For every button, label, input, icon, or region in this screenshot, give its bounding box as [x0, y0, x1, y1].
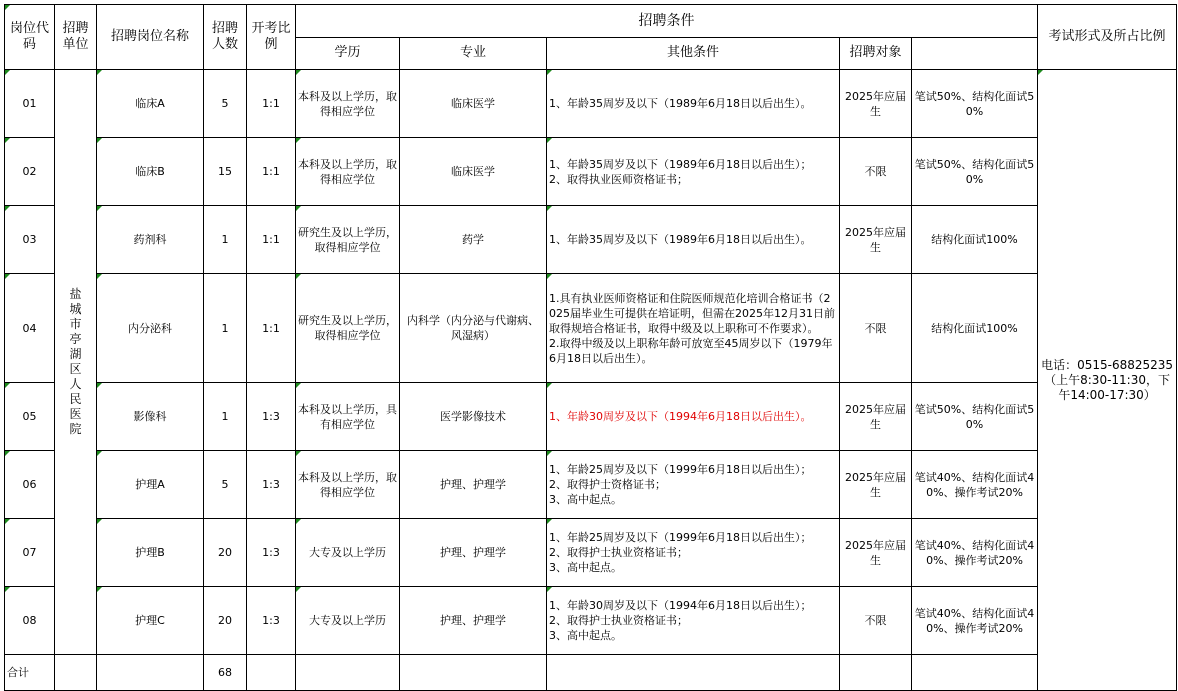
- condition-line: 1.具有执业医师资格证和住院医师规范化培训合格证书（2025届毕业生可提供在培证明，但需在2025年12月31日前取得规培合格证书，取得中级及以上职称可不作要求）。: [549, 291, 835, 335]
- empty-cell: [912, 655, 1038, 691]
- post-code: 03: [5, 206, 55, 274]
- other-conditions: [547, 138, 840, 206]
- other-conditions: [547, 70, 840, 138]
- empty-cell: [547, 655, 840, 691]
- post-code: 08: [5, 587, 55, 655]
- header-major: 专业: [400, 37, 547, 70]
- table-row: [5, 274, 1177, 383]
- header-conditions: 招聘条件: [296, 5, 1038, 38]
- header-target: 招聘对象: [840, 37, 912, 70]
- other-conditions: [547, 587, 840, 655]
- exam-format: 笔试50%、结构化面试50%: [912, 383, 1038, 451]
- education-requirement: 研究生及以上学历，取得相应学位: [296, 274, 400, 383]
- condition-line: 2、取得护士执业资格证书；: [549, 546, 688, 559]
- contact-info: [1038, 70, 1177, 691]
- employer-unit-char: 城: [69, 302, 82, 316]
- major-requirement: 临床医学: [400, 138, 547, 206]
- total-label: 合计: [5, 655, 55, 691]
- education-requirement: 本科及以上学历，取得相应学位: [296, 138, 400, 206]
- condition-line: 1、年龄30周岁及以下（1994年6月18日以后出生）；: [549, 599, 812, 612]
- condition-line: 1、年龄35周岁及以下（1989年6月18日以后出生）。: [549, 97, 812, 110]
- condition-line: 1、年龄25周岁及以下（1999年6月18日以后出生）；: [549, 463, 812, 476]
- education-requirement: 研究生及以上学历，取得相应学位: [296, 206, 400, 274]
- exam-ratio: 1:3: [247, 383, 296, 451]
- hire-count: 20: [204, 519, 247, 587]
- employer-unit-char: 盐: [69, 287, 82, 301]
- exam-format: 结构化面试100%: [912, 274, 1038, 383]
- table-row: [5, 138, 1177, 206]
- recruit-target: 2025年应届生: [840, 451, 912, 519]
- condition-line: 3、高中起点。: [549, 561, 622, 574]
- post-name: 临床A: [97, 70, 204, 138]
- other-conditions: [547, 383, 840, 451]
- recruit-target: 不限: [840, 587, 912, 655]
- table-row: [5, 383, 1177, 451]
- education-requirement: 本科及以上学历，具有相应学位: [296, 383, 400, 451]
- hire-count: 1: [204, 274, 247, 383]
- exam-ratio: 1:1: [247, 274, 296, 383]
- major-requirement: 内科学（内分泌与代谢病、风湿病）: [400, 274, 547, 383]
- exam-ratio: 1:3: [247, 451, 296, 519]
- empty-cell: [97, 655, 204, 691]
- recruitment-table: [4, 4, 1177, 691]
- empty-cell: [55, 655, 97, 691]
- condition-line: 3、高中起点。: [549, 493, 622, 506]
- contact-hours: （上午8:30-11:30，下午14:00-17:30）: [1044, 372, 1170, 402]
- other-conditions: [547, 274, 840, 383]
- exam-format: 笔试50%、结构化面试50%: [912, 138, 1038, 206]
- employer-unit-char: 医: [69, 407, 82, 421]
- condition-line: 3、高中起点。: [549, 629, 622, 642]
- header-post-name: 招聘岗位名称: [97, 5, 204, 70]
- exam-format: 笔试40%、结构化面试40%、操作考试20%: [912, 587, 1038, 655]
- condition-line: 2、取得执业医师资格证书；: [549, 172, 688, 186]
- recruit-target: 2025年应届生: [840, 383, 912, 451]
- employer-unit-char: 民: [69, 392, 82, 406]
- exam-ratio: 1:3: [247, 587, 296, 655]
- contact-phone: 电话：0515-68825235: [1041, 357, 1174, 372]
- recruit-target: 2025年应届生: [840, 206, 912, 274]
- post-name: 影像科: [97, 383, 204, 451]
- recruit-target: 2025年应届生: [840, 70, 912, 138]
- employer-unit-char: 人: [69, 377, 82, 391]
- employer-unit-char: 湖: [69, 347, 82, 361]
- header-exam: 考试形式及所占比例: [1038, 5, 1177, 70]
- empty-cell: [247, 655, 296, 691]
- other-conditions: [547, 206, 840, 274]
- table-row: [5, 451, 1177, 519]
- hire-count: 5: [204, 451, 247, 519]
- header-other: 其他条件: [547, 37, 840, 70]
- exam-ratio: 1:1: [247, 206, 296, 274]
- other-conditions: [547, 451, 840, 519]
- exam-ratio: 1:3: [247, 519, 296, 587]
- hire-count: 1: [204, 206, 247, 274]
- major-requirement: 护理、护理学: [400, 519, 547, 587]
- education-requirement: 本科及以上学历，取得相应学位: [296, 70, 400, 138]
- empty-cell: [296, 655, 400, 691]
- post-name: 护理C: [97, 587, 204, 655]
- recruit-target: 2025年应届生: [840, 519, 912, 587]
- education-requirement: 本科及以上学历，取得相应学位: [296, 451, 400, 519]
- empty-cell: [400, 655, 547, 691]
- education-requirement: 大专及以上学历: [296, 519, 400, 587]
- condition-line: 1、年龄35周岁及以下（1989年6月18日以后出生）；: [549, 157, 812, 171]
- employer-unit-char: 市: [69, 317, 82, 331]
- recruit-target: 不限: [840, 274, 912, 383]
- post-name: 临床B: [97, 138, 204, 206]
- employer-unit-char: 区: [69, 362, 82, 376]
- condition-line: 1、年龄30周岁及以下（1994年6月18日以后出生）。: [549, 410, 812, 423]
- post-name: 护理B: [97, 519, 204, 587]
- condition-line: 2、取得护士资格证书；: [549, 478, 666, 491]
- table-row: [5, 206, 1177, 274]
- condition-line: 2.取得中级及以上职称年龄可放宽至45周岁以下（1979年6月18日以后出生）。: [549, 336, 833, 365]
- post-name: 药剂科: [97, 206, 204, 274]
- condition-line: 2、取得护士执业资格证书；: [549, 614, 688, 627]
- major-requirement: 药学: [400, 206, 547, 274]
- major-requirement: 护理、护理学: [400, 587, 547, 655]
- post-name: 内分泌科: [97, 274, 204, 383]
- hire-count: 1: [204, 383, 247, 451]
- post-code: 02: [5, 138, 55, 206]
- exam-format: 笔试40%、结构化面试40%、操作考试20%: [912, 519, 1038, 587]
- exam-format: 结构化面试100%: [912, 206, 1038, 274]
- empty-cell: [840, 655, 912, 691]
- major-requirement: 护理、护理学: [400, 451, 547, 519]
- other-conditions: [547, 519, 840, 587]
- post-code: 07: [5, 519, 55, 587]
- header-unit: 招聘单位: [55, 5, 97, 70]
- post-name: 护理A: [97, 451, 204, 519]
- exam-ratio: 1:1: [247, 70, 296, 138]
- total-row: [5, 655, 1177, 691]
- header-ratio: 开考比例: [247, 5, 296, 70]
- exam-ratio: 1:1: [247, 138, 296, 206]
- employer-unit-char: 亭: [69, 332, 82, 346]
- post-code: 05: [5, 383, 55, 451]
- post-code: 04: [5, 274, 55, 383]
- exam-format: 笔试40%、结构化面试40%、操作考试20%: [912, 451, 1038, 519]
- hire-count: 5: [204, 70, 247, 138]
- header-education: 学历: [296, 37, 400, 70]
- header-count: 招聘人数: [204, 5, 247, 70]
- total-count: 68: [204, 655, 247, 691]
- table-row: [5, 587, 1177, 655]
- condition-line: 1、年龄25周岁及以下（1999年6月18日以后出生）；: [549, 531, 812, 544]
- exam-format: 笔试50%、结构化面试50%: [912, 70, 1038, 138]
- employer-unit-char: 院: [69, 422, 82, 436]
- post-code: 06: [5, 451, 55, 519]
- post-code: 01: [5, 70, 55, 138]
- education-requirement: 大专及以上学历: [296, 587, 400, 655]
- hire-count: 15: [204, 138, 247, 206]
- header-code: 岗位代码: [5, 5, 55, 70]
- major-requirement: 医学影像技术: [400, 383, 547, 451]
- hire-count: 20: [204, 587, 247, 655]
- condition-line: 1、年龄35周岁及以下（1989年6月18日以后出生）。: [549, 233, 812, 246]
- table-row: [5, 519, 1177, 587]
- recruit-target: 不限: [840, 138, 912, 206]
- table-row: [5, 70, 1177, 138]
- employer-unit: [55, 70, 97, 655]
- major-requirement: 临床医学: [400, 70, 547, 138]
